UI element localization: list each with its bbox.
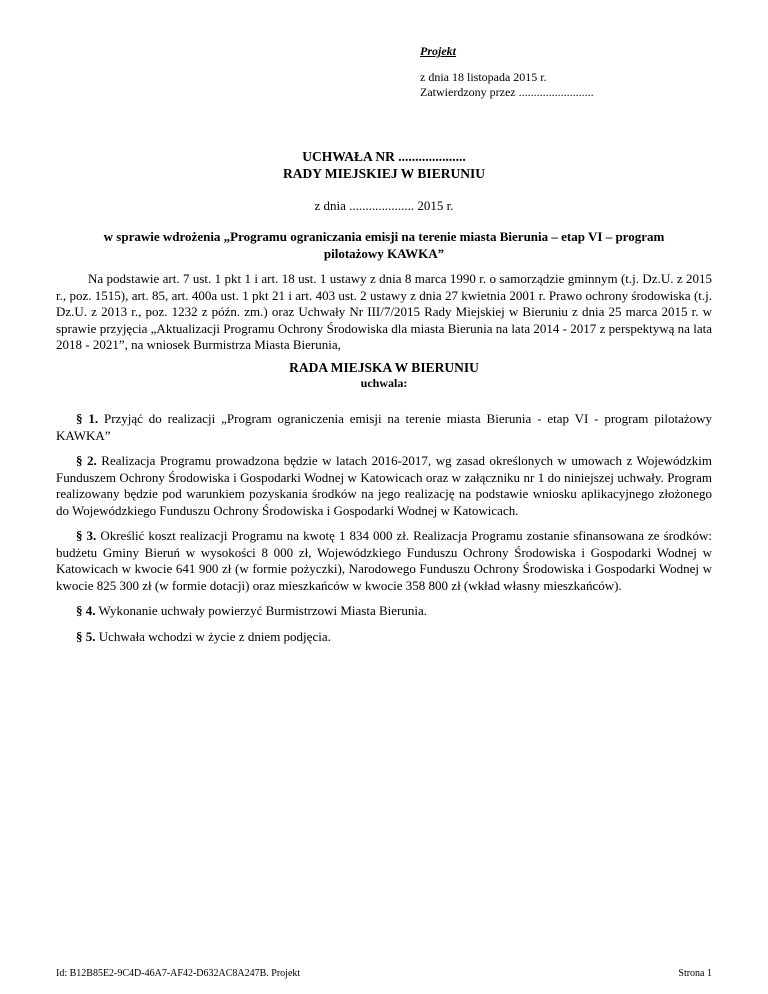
legal-basis: Na podstawie art. 7 ust. 1 pkt 1 i art. 18 ust. 1 ustawy z dnia 8 marca 1990 r. o samorządzie gminnym (t.j. Dz.U. z 2015 r., poz. 1515), art. 85, art. 400a ust. 1 pkt 21 i art. 403 ust. 2 ustawy z dnia 27 kwietnia 2001 r. Prawo ochrony środowiska (t.j. Dz.U. z 2013 r., poz. 1232 z późn. zm.) oraz Uchwały Nr III/7/2015 Rady Miejskiej w Bieruniu z dnia 25 marca 2015 r. w sprawie przyjęcia „Aktualizacji Programu Ochrony Środowiska dla miasta Bierunia na lata 2014 - 2017 z perspektywą na lata 2018 - 2021”, na wniosek Burmistrza Miasta Bierunia,: [56, 271, 712, 352]
paragraph-text: Uchwała wchodzi w życie z dniem podjęcia.: [98, 628, 331, 644]
paragraph-number: § 4.: [76, 603, 96, 618]
project-header: [420, 44, 594, 100]
paragraph-number: § 2.: [76, 453, 97, 468]
paragraph: [56, 411, 712, 444]
page-number: Strona 1: [678, 968, 712, 979]
council-decision: [60, 360, 708, 391]
resolution-number: UCHWAŁA NR ....................: [302, 149, 466, 164]
paragraph: [56, 603, 712, 620]
resolution-title: [60, 148, 708, 182]
subject-line-1: w sprawie wdrożenia „Programu ograniczania emisji na terenie miasta Bierunia – etap VI – program: [103, 229, 665, 244]
paragraph-text: Określić koszt realizacji Programu na kwotę 1 834 000 zł. Realizacja Programu zostanie sfinansowana ze środków: budżetu Gminy Bieruń w wysokości 8 000 zł, Wojewódzkiego Funduszu Ochrony Środowiska i Gospodarki Wodnej w Katowicach w kwocie 641 900 zł (w formie pożyczki), Narodowego Funduszu Ochrony Środowiska i Gospodarki Wodnej w kwocie 825 300 zł (w formie dotacji) oraz mieszkańców w kwocie 358 800 zł (wkład własny mieszkańców).: [56, 528, 712, 593]
paragraph-number: § 3.: [76, 528, 97, 543]
council-name-heading: RADY MIEJSKIEJ W BIERUNIU: [283, 166, 485, 181]
council-name: RADA MIEJSKA W BIERUNIU: [289, 360, 479, 375]
council-decides: uchwala:: [360, 376, 408, 390]
paragraph-text: Przyjąć do realizacji „Program ograniczenia emisji na terenie miasta Bierunia - etap VI - program pilotażowy KAWKA”: [56, 411, 713, 443]
project-date: z dnia 18 listopada 2015 r.: [420, 70, 547, 84]
paragraph: [56, 629, 712, 646]
resolution-date: z dnia .................... 2015 r.: [314, 198, 454, 213]
paragraph-list: [56, 411, 712, 654]
paragraph-number: § 5.: [76, 628, 96, 644]
paragraph-text: Realizacja Programu prowadzona będzie w latach 2016-2017, wg zasad określonych w umowach z Wojewódzkim Funduszem Ochrony Środowiska i Gospodarki Wodnej w Katowicach oraz w załączniku nr 1 do niniejszej uchwały. Program realizowany będzie pod warunkiem pozyskania środków na jego realizację na podstawie wniosku aplikacyjnego złożonego do Wojewódzkiego Funduszu Ochrony Środowiska i Gospodarki Wodnej w Katowicach.: [56, 453, 713, 518]
paragraph: [56, 528, 712, 594]
approved-by: Zatwierdzony przez .........................: [420, 85, 594, 99]
project-label: Projekt: [420, 44, 456, 58]
subject-line-2: pilotażowy KAWKA”: [323, 246, 445, 261]
paragraph: [56, 453, 712, 519]
resolution-subject: [60, 228, 708, 262]
paragraph-number: § 1.: [76, 411, 99, 426]
document-id: Id: B12B85E2-9C4D-46A7-AF42-D632AC8A247B. Projekt: [56, 968, 301, 979]
paragraph-text: Wykonanie uchwały powierzyć Burmistrzowi Miasta Bierunia.: [98, 603, 427, 618]
